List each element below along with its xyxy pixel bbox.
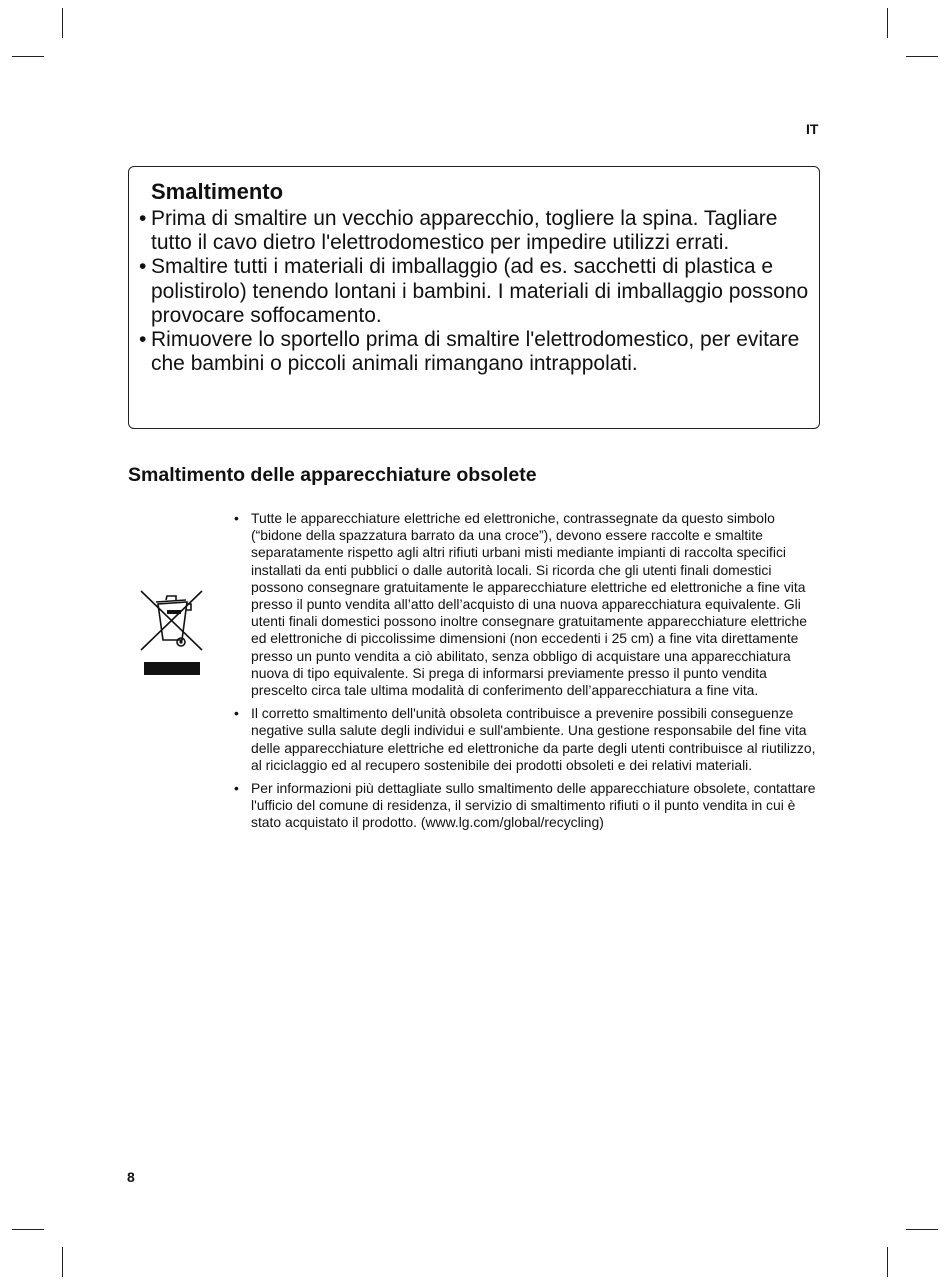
bullet-icon: • [139, 255, 147, 279]
list-item: • Smaltire tutti i materiali di imballaggio (ad es. sacchetti di plastica e polistirolo) tenendo lontani i bambini. I materiali di imballaggio possono provocare soffocamento. [139, 255, 809, 327]
crop-mark [62, 8, 63, 38]
list-item: • Prima di smaltire un vecchio apparecchio, togliere la spina. Tagliare tutto il cavo dietro l'elettrodomestico per impedire utilizzi errati. [139, 207, 778, 255]
language-label: IT [806, 121, 819, 137]
bullet-icon: • [234, 705, 239, 722]
disposal-box [128, 166, 820, 429]
list-item: • Tutte le apparecchiature elettriche ed elettroniche, contrassegnate da questo simbolo (“bidone della spazzatura barrato da una croce”), devono essere raccolte e smaltite separatamente rispetto agli altri rifiuti urbani misti mediante impianti di raccolta specifici installati da enti pubblici o dalle autorità locali. Si ricorda che gli utenti finali domestici possono consegnare gratuitamente le apparecchiature elettriche ed elettroniche a fine vita presso il punto vendita all’atto dell’acquisto di una nuova apparecchiatura equivalente. Gli utenti finali domestici possono inoltre consegnare gratuitamente apparecchiature elettriche ed elettroniche di piccolissime dimensioni (non eccedenti i 25 cm) a fine vita direttamente presso un punto vendita a ciò abilitato, senza obbligo di acquistare una apparecchiatura nuova di tipo equivalente. Si prega di informarsi previamente presso il punto vendita prescelto circa tale ultima modalità di conferimento dell’apparecchiatura a fine vita. [234, 510, 807, 699]
list-item: • Il corretto smaltimento dell'unità obsoleta contribuisce a prevenire possibili conseguenze negative sulla salute degli individui e sull'ambiente. Una gestione responsabile del fine vita delle apparecchiature elettriche ed elettroniche da parte degli utenti contribuisce al riutilizzo, al riciclaggio ed al recupero sostenibile dei prodotti obsoleti e dei relativi materiali. [234, 705, 816, 773]
crop-mark [906, 56, 938, 57]
obsolete-section-title: Smaltimento delle apparecchiature obsolete [128, 464, 537, 486]
bullet-icon: • [234, 780, 239, 797]
bullet-icon: • [139, 207, 147, 230]
disposal-box-list [139, 207, 809, 376]
crop-mark [887, 8, 888, 38]
bullet-icon: • [234, 510, 239, 526]
crop-mark [887, 1247, 888, 1277]
list-item: • Per informazioni più dettagliate sullo smaltimento delle apparecchiature obsolete, contattare l'ufficio del comune di residenza, il servizio di smaltimento rifiuti o il punto vendita in cui è stato acquistato il prodotto. (www.lg.com/global/recycling) [234, 780, 816, 831]
crop-mark [12, 1229, 44, 1230]
crop-mark [906, 1229, 938, 1230]
list-item: • Rimuovere lo sportello prima di smaltire l'elettrodomestico, per evitare che bambini o piccoli animali rimangano intrappolati. [139, 328, 800, 376]
bullet-icon: • [139, 328, 147, 352]
crop-mark [62, 1247, 63, 1277]
crossed-out-wheelie-bin-icon [138, 588, 206, 678]
obsolete-info-list [234, 510, 819, 838]
crop-mark [12, 56, 44, 57]
page-number: 8 [127, 1169, 135, 1185]
disposal-box-title: Smaltimento [151, 179, 284, 204]
